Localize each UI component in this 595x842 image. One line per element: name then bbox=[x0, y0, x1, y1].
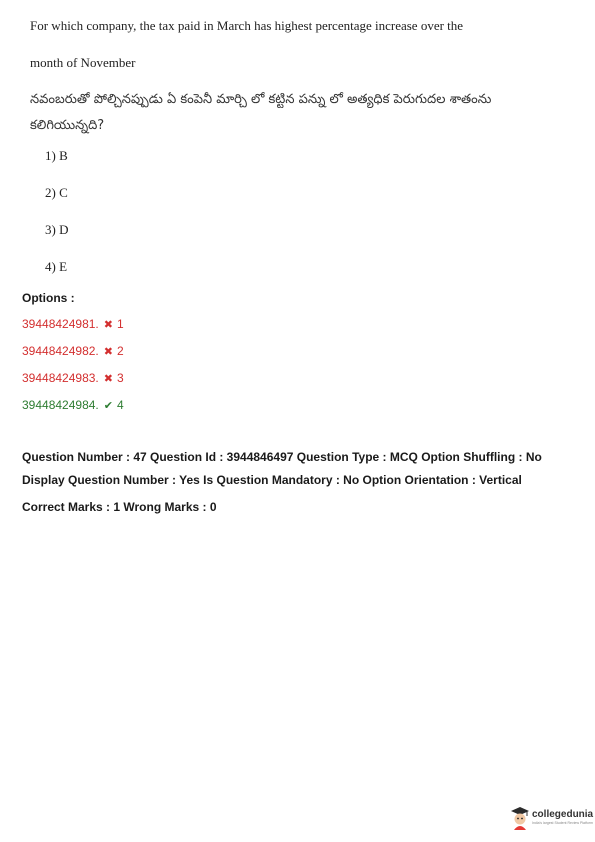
option-id: 39448424983. bbox=[22, 371, 99, 385]
choice-item: 1) B bbox=[45, 148, 68, 163]
question-meta-line2: Display Question Number : Yes Is Question Mandatory : No Option Orientation : Vertical bbox=[22, 473, 522, 487]
option-row bbox=[22, 344, 124, 358]
options-heading: Options : bbox=[22, 291, 75, 305]
collegedunia-logo bbox=[510, 806, 592, 830]
question-text-telugu-line2: కలిగియున్నది? bbox=[30, 118, 105, 133]
option-label: 3 bbox=[116, 371, 124, 385]
question-text-english-line2: month of November bbox=[30, 55, 136, 70]
cross-icon: ✖ bbox=[103, 346, 113, 358]
choice-item: 3) D bbox=[45, 222, 69, 237]
question-text-telugu-line1: నవంబరుతో పోల్చినప్పుడు ఏ కంపెనీ మార్చి లో కట్టిన పన్ను లో అత్యధిక పెరుగుదల శాతంను bbox=[30, 92, 492, 107]
option-row bbox=[22, 317, 124, 331]
option-id: 39448424982. bbox=[22, 344, 99, 358]
option-row bbox=[22, 371, 124, 385]
option-label: 4 bbox=[116, 398, 124, 412]
question-text-english-line1: For which company, the tax paid in March has highest percentage increase over the bbox=[30, 18, 464, 33]
question-meta-line1: Question Number : 47 Question Id : 3944846497 Question Type : MCQ Option Shuffling : No bbox=[22, 450, 542, 464]
option-id: 39448424981. bbox=[22, 317, 99, 331]
choice-item: 4) E bbox=[45, 259, 68, 274]
option-id: 39448424984. bbox=[22, 398, 99, 412]
option-label: 1 bbox=[116, 317, 124, 331]
cross-icon: ✖ bbox=[103, 319, 113, 331]
question-meta-line3: Correct Marks : 1 Wrong Marks : 0 bbox=[22, 500, 217, 514]
option-label: 2 bbox=[116, 344, 124, 358]
check-icon: ✔ bbox=[103, 400, 113, 412]
logo-tagline: India's largest Student Review Platform bbox=[532, 821, 593, 825]
choice-item: 2) C bbox=[45, 185, 68, 200]
cross-icon: ✖ bbox=[103, 373, 113, 385]
option-row bbox=[22, 398, 124, 412]
logo-name: collegedunia bbox=[532, 809, 594, 820]
mascot-icon bbox=[510, 806, 530, 830]
